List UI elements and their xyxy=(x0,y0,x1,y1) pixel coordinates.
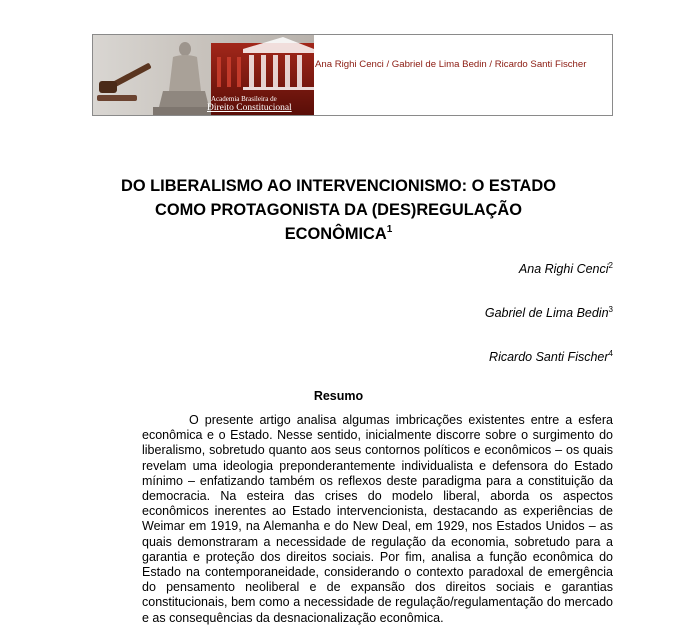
author-name: Ana Righi Cenci xyxy=(518,262,609,276)
academy-logo xyxy=(93,35,314,115)
header-authors: Ana Righi Cenci / Gabriel de Lima Bedin / Ricardo Santi Fischer xyxy=(315,59,587,70)
author-name: Gabriel de Lima Bedin xyxy=(484,306,609,320)
author-footnote-ref[interactable]: 4 xyxy=(608,349,613,358)
author-1 xyxy=(519,262,613,276)
paper-title xyxy=(80,174,597,246)
logo-line-2: Direito Constitucional xyxy=(207,103,292,113)
title-line-2: COMO PROTAGONISTA DA (DES)REGULAÇÃO xyxy=(155,201,522,219)
author-3 xyxy=(489,350,613,364)
abstract-text: O presente artigo analisa algumas imbricações existentes entre a esfera econômica e o Estado. Nesse sentido, inicialmente discorre sobre o surgimento do liberalismo, sobretudo quanto aos seus contornos políticos e econômicos – os quais revelam uma ideologia preponderantemente individualista e defensora do Estado mínimo – enfatizando também os reflexos deste paradigma para a constituição da democracia. Na esteira das crises do modelo liberal, aborda os aspectos econômicos inerentes ao Estado intervencionista, destacando as experiências de Weimar em 1919, na Alemanha e do New Deal, em 1929, nos Estados Unidos – as quais demonstraram a necessidade de regulação da economia, sobretudo para a garantia e proteção dos direitos sociais. Por fim, analisa a função econômica do Estado na contemporaneidade, considerando o contexto paradoxal de emergência do pensamento neoliberal e de expansão dos direitos sociais e garantias constitucionais, bem como a necessidade de regulação/regulamentação do mercado e as consequências da desnacionalização econômica. xyxy=(142,413,613,625)
title-line-1: DO LIBERALISMO AO INTERVENCIONISMO: O ESTADO xyxy=(121,177,556,195)
logo-line-1: Academia Brasileira de xyxy=(211,95,277,103)
header-banner xyxy=(92,34,613,116)
title-footnote-ref[interactable]: 1 xyxy=(386,224,393,235)
author-footnote-ref[interactable]: 3 xyxy=(608,305,613,314)
abstract-heading: Resumo xyxy=(313,389,364,403)
title-line-3 xyxy=(80,222,597,246)
author-footnote-ref[interactable]: 2 xyxy=(608,261,613,270)
title-line-3-text: ECONÔMICA xyxy=(284,225,387,243)
author-name: Ricardo Santi Fischer xyxy=(489,350,609,364)
author-2 xyxy=(485,306,613,320)
